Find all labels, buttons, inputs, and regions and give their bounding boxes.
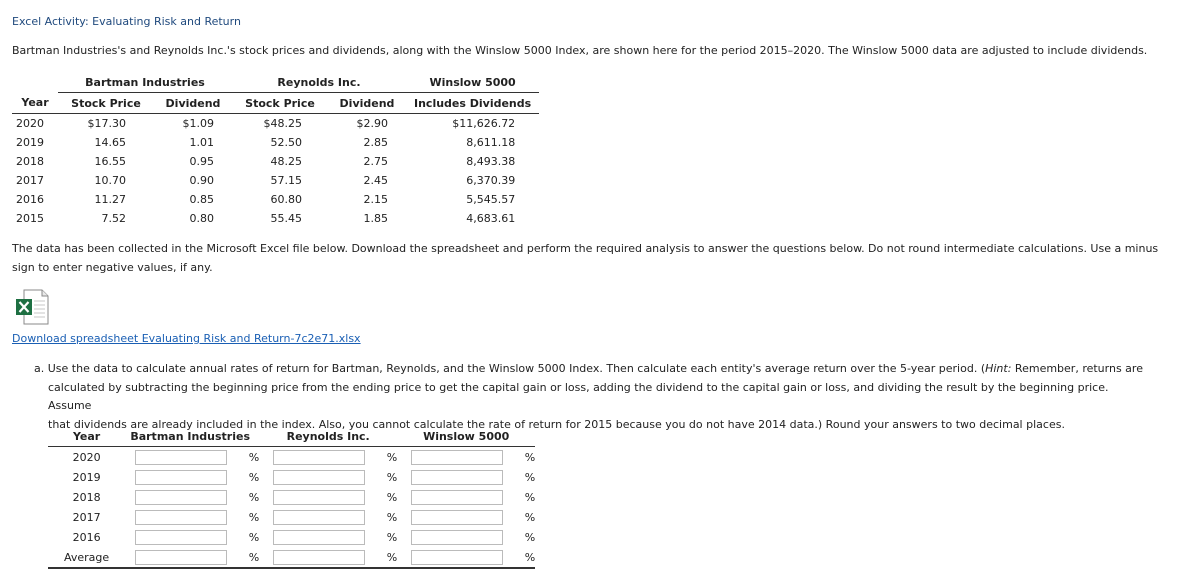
bartman-return-input[interactable] <box>135 550 227 565</box>
data-cell-value: 57.15 <box>270 174 302 187</box>
data-cell-value: 5,545.57 <box>466 193 516 206</box>
group-header-winslow: Winslow 5000 <box>406 72 539 93</box>
question-a-line-3-tail: Round your answers to two decimal places. <box>822 417 1065 431</box>
winslow-return-input[interactable] <box>411 450 503 465</box>
data-cell-year: 2020 <box>16 117 44 130</box>
percent-unit: % <box>248 470 260 484</box>
reynolds-return-input[interactable] <box>273 550 365 565</box>
reynolds-return-input[interactable] <box>273 510 365 525</box>
data-cell-value: 0.80 <box>189 212 214 225</box>
answer-row <box>48 527 535 547</box>
reynolds-return-input[interactable] <box>273 530 365 545</box>
answer-row-label: 2019 <box>72 470 101 484</box>
data-cell-value: 16.55 <box>94 155 126 168</box>
data-row <box>12 114 539 134</box>
bartman-return-input[interactable] <box>135 530 227 545</box>
answer-col-winslow: Winslow 5000 <box>397 427 535 447</box>
data-cell-value: 0.90 <box>189 174 214 187</box>
percent-unit: % <box>524 530 536 544</box>
question-a-line-2: calculated by subtracting the beginning price from the ending price to get the capital gain or loss, adding the dividend to the capital gain or loss, and dividing the result by the beginning price. Assume <box>48 380 1109 412</box>
answer-table <box>48 427 535 569</box>
data-cell-value: 1.85 <box>363 212 388 225</box>
answer-row <box>48 507 535 527</box>
question-a-hint: Remember, returns are <box>1011 362 1143 375</box>
percent-unit: % <box>524 450 536 464</box>
data-cell-value: $17.30 <box>87 117 126 130</box>
data-cell-value: $2.90 <box>356 117 388 130</box>
col-header-reynolds-dividend: Dividend <box>328 93 406 114</box>
data-cell-value: 1.01 <box>189 136 214 149</box>
data-cell-value: 7.52 <box>101 212 126 225</box>
answer-row-label: 2017 <box>72 510 101 524</box>
percent-unit: % <box>386 450 398 464</box>
percent-unit: % <box>524 470 536 484</box>
bartman-return-input[interactable] <box>135 470 227 485</box>
data-cell-value: 52.50 <box>270 136 302 149</box>
data-cell-value: 8,493.38 <box>466 155 516 168</box>
percent-unit: % <box>524 510 536 524</box>
answer-row <box>48 467 535 487</box>
data-cell-value: 2.15 <box>363 193 388 206</box>
data-cell-value: $48.25 <box>263 117 302 130</box>
percent-unit: % <box>386 470 398 484</box>
percent-unit: % <box>248 550 260 564</box>
data-cell-value: 14.65 <box>94 136 126 149</box>
answer-row <box>48 547 535 568</box>
data-cell-value: 0.85 <box>189 193 214 206</box>
reynolds-return-input[interactable] <box>273 470 365 485</box>
percent-unit: % <box>386 510 398 524</box>
data-cell-value: 2.85 <box>363 136 388 149</box>
answer-row-label: 2020 <box>72 450 101 464</box>
bartman-return-input[interactable] <box>135 450 227 465</box>
note-line-2: sign to enter negative values, if any. <box>12 261 213 274</box>
percent-unit: % <box>524 550 536 564</box>
answer-col-reynolds: Reynolds Inc. <box>259 427 397 447</box>
winslow-return-input[interactable] <box>411 470 503 485</box>
data-cell-value: 48.25 <box>270 155 302 168</box>
note-line-1: The data has been collected in the Microsoft Excel file below. Download the spreadsheet and perform the required analysis to answer the questions below. Do not round intermediate calculations. Use a minus <box>12 242 1159 255</box>
col-header-bartman-price: Stock Price <box>58 93 154 114</box>
answer-col-bartman: Bartman Industries <box>121 427 259 447</box>
percent-unit: % <box>248 510 260 524</box>
data-cell-year: 2018 <box>16 155 44 168</box>
data-cell-year: 2019 <box>16 136 44 149</box>
question-a-line-3: that dividends are already included in the index. Also, you cannot calculate the rate of return for 2015 because you do not have 2014 data.) <box>48 417 823 431</box>
percent-unit: % <box>386 550 398 564</box>
percent-unit: % <box>386 530 398 544</box>
percent-unit: % <box>248 450 260 464</box>
percent-unit: % <box>248 490 260 504</box>
col-header-reynolds-price: Stock Price <box>232 93 328 114</box>
answer-row <box>48 487 535 507</box>
data-cell-year: 2017 <box>16 174 44 187</box>
bartman-return-input[interactable] <box>135 490 227 505</box>
col-header-winslow: Includes Dividends <box>406 93 539 114</box>
data-row <box>12 133 539 152</box>
data-cell-value: 55.45 <box>270 212 302 225</box>
instructions-note <box>12 239 1162 277</box>
data-row <box>12 171 539 190</box>
bartman-return-input[interactable] <box>135 510 227 525</box>
reynolds-return-input[interactable] <box>273 490 365 505</box>
data-cell-value: 6,370.39 <box>466 174 516 187</box>
data-row <box>12 152 539 171</box>
data-cell-value: 4,683.61 <box>466 212 516 225</box>
winslow-return-input[interactable] <box>411 510 503 525</box>
question-a-line-1: a. Use the data to calculate annual rates of return for Bartman, Reynolds, and the Winslow 5000 Index. Then calculate each entity's average return over the 5-year period. ( <box>34 362 986 375</box>
data-row <box>12 190 539 209</box>
answer-row-label: Average <box>48 547 121 568</box>
intro-text: Bartman Industries's and Reynolds Inc.'s stock prices and dividends, along with the Winslow 5000 Index, are shown here for the period 2015–2020. The Winslow 5000 data are adjusted to include dividends. <box>12 44 1148 57</box>
data-cell-value: 11.27 <box>94 193 126 206</box>
col-header-year: Year <box>12 93 58 114</box>
answer-row <box>48 447 535 468</box>
percent-unit: % <box>524 490 536 504</box>
data-cell-value: 2.75 <box>363 155 388 168</box>
excel-file-icon[interactable] <box>15 289 49 325</box>
data-cell-year: 2015 <box>16 212 44 225</box>
answer-row-label: 2018 <box>72 490 101 504</box>
data-cell-value: $1.09 <box>182 117 214 130</box>
percent-unit: % <box>386 490 398 504</box>
question-a <box>34 360 1144 434</box>
data-cell-value: 8,611.18 <box>466 136 516 149</box>
col-header-bartman-dividend: Dividend <box>154 93 232 114</box>
page-title: Excel Activity: Evaluating Risk and Return <box>12 15 241 28</box>
data-cell-value: $11,626.72 <box>452 117 516 130</box>
hint-label: Hint: <box>985 362 1012 375</box>
download-spreadsheet-link[interactable]: Download spreadsheet Evaluating Risk and Return-7c2e71.xlsx <box>12 332 361 345</box>
winslow-return-input[interactable] <box>411 490 503 505</box>
reynolds-return-input[interactable] <box>273 450 365 465</box>
data-cell-year: 2016 <box>16 193 44 206</box>
group-header-bartman: Bartman Industries <box>58 72 232 93</box>
data-cell-value: 2.45 <box>363 174 388 187</box>
data-cell-value: 60.80 <box>270 193 302 206</box>
stock-data-table <box>12 72 539 228</box>
data-row <box>12 209 539 228</box>
percent-unit: % <box>248 530 260 544</box>
winslow-return-input[interactable] <box>411 530 503 545</box>
winslow-return-input[interactable] <box>411 550 503 565</box>
answer-row-label: 2016 <box>72 530 101 544</box>
data-cell-value: 0.95 <box>189 155 214 168</box>
data-cell-value: 10.70 <box>94 174 126 187</box>
group-header-reynolds: Reynolds Inc. <box>232 72 406 93</box>
answer-col-year: Year <box>48 427 121 447</box>
